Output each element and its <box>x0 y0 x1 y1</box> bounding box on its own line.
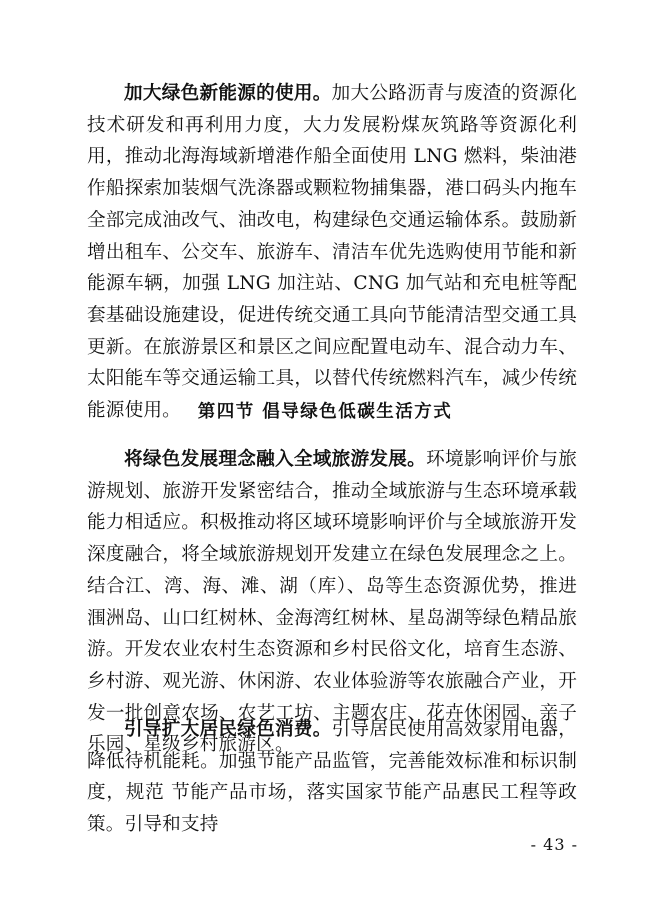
page-number: - 43 - <box>530 835 578 854</box>
paragraph-body-text: 加大公路沥青与废渣的资源化技术研发和再利用力度，大力发展粉煤灰筑路等资源化利用，推动北海海域新增港作船全面使用 LNG 燃料，柴油港作船探索加装烟气洗涤器或颗粒物捕集器，港口码头内拖车全部完成油改气、油改电，构建绿色交通运输体系。鼓励新增出租车、公交车、旅游车、清洁车优先选购使用节能和新能源车辆，加强 LNG 加注站、CNG 加气站和充电桩等配套基础设施建设，促进传统交通工具向节能清洁型交通工具更新。在旅游景区和景区之间应配置电动车、混合动力车、太阳能车等交通运输工具，以替代传统燃料汽车，减少传统能源使用。 <box>87 83 578 422</box>
paragraph-lead-text: 将绿色发展理念融入全域旅游发展。 <box>124 449 427 470</box>
paragraph-green-consumption <box>87 714 577 841</box>
paragraph-body-text: 引导居民使用高效家用电器，降低待机能耗。加强节能产品监管，完善能效标准和标识制度，规范 节能产品市场，落实国家节能产品惠民工程等政策。引导和支持 <box>87 719 578 836</box>
paragraph-lead-text: 引导扩大居民绿色消费。 <box>124 719 332 740</box>
paragraph-green-energy <box>87 78 577 427</box>
paragraph-body-text: 环境影响评价与旅游规划、旅游开发紧密结合，推动全域旅游与生态环境承载能力相适应。积极推动将区域环境影响评价与全域旅游开发深度融合，将全域旅游规划开发建立在绿色发展理念之上。结合江、湾、海、滩、湖（库）、岛等生态资源优势，推进涠洲岛、山口红树林、金海湾红树林、星岛湖等绿色精品旅游。开发农业农村生态资源和乡村民俗文化，培育生态游、乡村游、观光游、休闲游、农业体验游等农旅融合产业，开发一批创意农场、农艺工坊、主题农庄、花卉休闲园、亲子乐园、星级乡村旅游区。 <box>87 449 578 756</box>
paragraph-lead-text: 加大绿色新能源的使用。 <box>124 83 332 104</box>
section-heading: 第四节 倡导绿色低碳生活方式 <box>197 402 453 422</box>
